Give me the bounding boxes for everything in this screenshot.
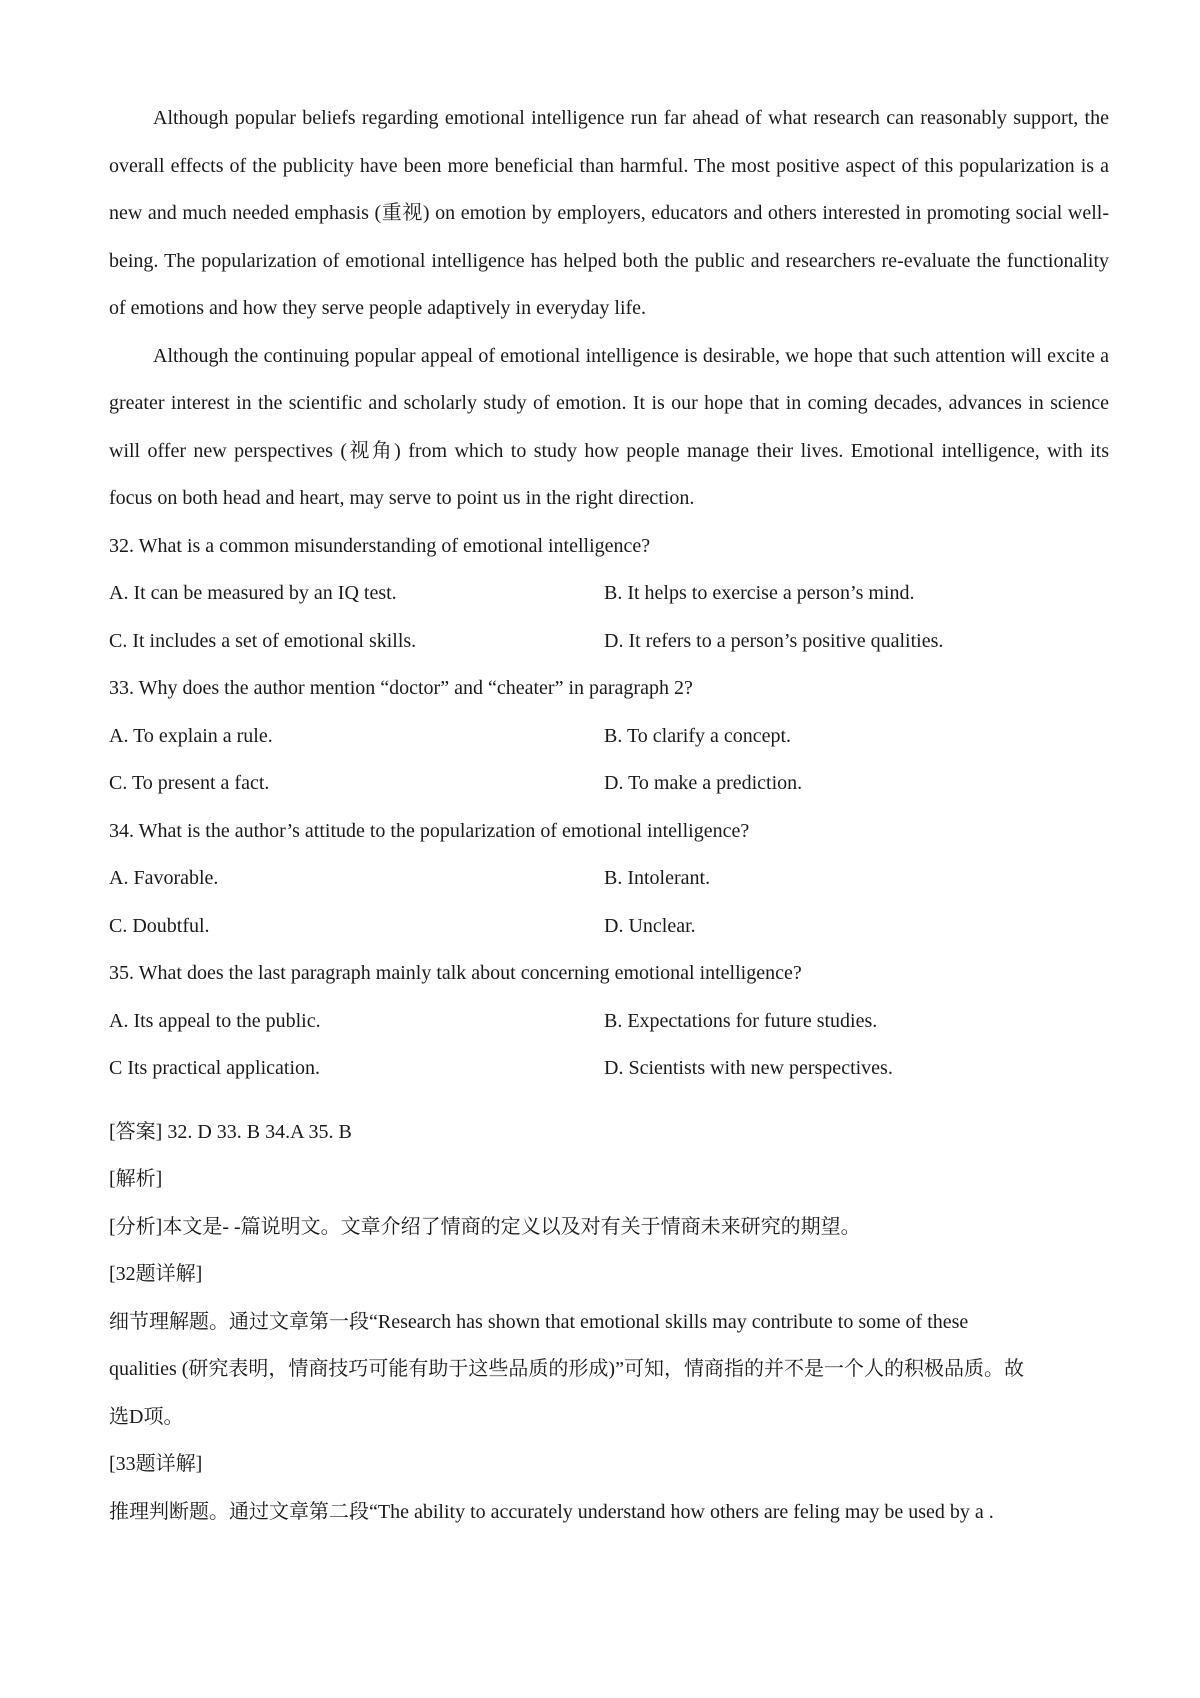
option-row (109, 760, 1109, 808)
option-a: A. Its appeal to the public. (109, 1009, 321, 1032)
question-34 (109, 808, 1109, 951)
analysis-heading: [解析] (109, 1168, 163, 1190)
analysis-summary: [分析]本文是- -篇说明文。文章介绍了情商的定义以及对有关于情商未来研究的期望。 (109, 1215, 861, 1238)
option-d: D. Unclear. (604, 914, 696, 937)
option-row (109, 713, 1109, 761)
q32-explanation-line: 选D项。 (109, 1405, 184, 1428)
option-row (109, 998, 1109, 1046)
option-d: D. It refers to a person’s positive qualities. (604, 629, 944, 652)
q33-explanation-line: 推理判断题。通过文章第二段“The ability to accurately understand how others are feling may be used by a . (109, 1500, 994, 1523)
passage-paragraph-1: Although popular beliefs regarding emotional intelligence run far ahead of what research can reasonably support, the overall effects of the publicity have been more beneficial than harmful. The most positive aspect of this popularization is a new and much needed emphasis (重视) on emotion by employers, educators and others interested in promoting social well-being. The popularization of emotional intelligence has helped both the public and researchers re-evaluate the functionality of emotions and how they serve people adaptively in everyday life. (109, 107, 1109, 319)
question-35 (109, 950, 1109, 1093)
option-row (109, 1045, 1109, 1093)
option-row (109, 570, 1109, 618)
option-a: A. It can be measured by an IQ test. (109, 582, 397, 604)
question-33 (109, 665, 1109, 808)
option-row (109, 903, 1109, 951)
document-page (109, 95, 1109, 1536)
q32-heading: [32题详解] (109, 1263, 203, 1285)
question-stem: 32. What is a common misunderstanding of emotional intelligence? (109, 534, 651, 557)
question-stem: 35. What does the last paragraph mainly talk about concerning emotional intelligence? (109, 962, 802, 984)
option-b: B. It helps to exercise a person’s mind. (604, 582, 915, 604)
question-stem: 33. Why does the author mention “doctor” and “cheater” in paragraph 2? (109, 677, 693, 699)
option-b: B. Intolerant. (604, 867, 711, 889)
option-c: C. It includes a set of emotional skills. (109, 629, 417, 652)
option-c: C Its practical application. (109, 1057, 321, 1079)
option-b: B. To clarify a concept. (604, 724, 792, 747)
option-row (109, 855, 1109, 903)
option-a: A. To explain a rule. (109, 724, 273, 747)
option-c: C. To present a fact. (109, 772, 270, 794)
section-gap (109, 1093, 1109, 1109)
question-32 (109, 523, 1109, 666)
answer-section (109, 1109, 1109, 1537)
option-d: D. To make a prediction. (604, 772, 803, 794)
passage-paragraph-2: Although the continuing popular appeal of emotional intelligence is desirable, we hope that such attention will excite a greater interest in the scientific and scholarly study of emotion. It is our hope that in coming decades, advances in science will offer new perspectives (视角) from which to study how people manage their lives. Emotional intelligence, with its focus on both head and heart, may serve to point us in the right direction. (109, 344, 1109, 509)
option-row (109, 618, 1109, 666)
q32-explanation-line: qualities (研究表明，情商技巧可能有助于这些品质的形成)”可知，情商指的并不是一个人的积极品质。故 (109, 1358, 1024, 1380)
q32-explanation-line: 细节理解题。通过文章第一段“Research has shown that emotional skills may contribute to some of these (109, 1310, 969, 1333)
answers-line: [答案] 32. D 33. B 34.A 35. B (109, 1120, 352, 1143)
option-c: C. Doubtful. (109, 914, 210, 937)
question-stem: 34. What is the author’s attitude to the popularization of emotional intelligence? (109, 819, 750, 842)
option-d: D. Scientists with new perspectives. (604, 1057, 893, 1079)
option-b: B. Expectations for future studies. (604, 1009, 878, 1032)
q33-heading: [33题详解] (109, 1453, 203, 1475)
option-a: A. Favorable. (109, 867, 219, 889)
